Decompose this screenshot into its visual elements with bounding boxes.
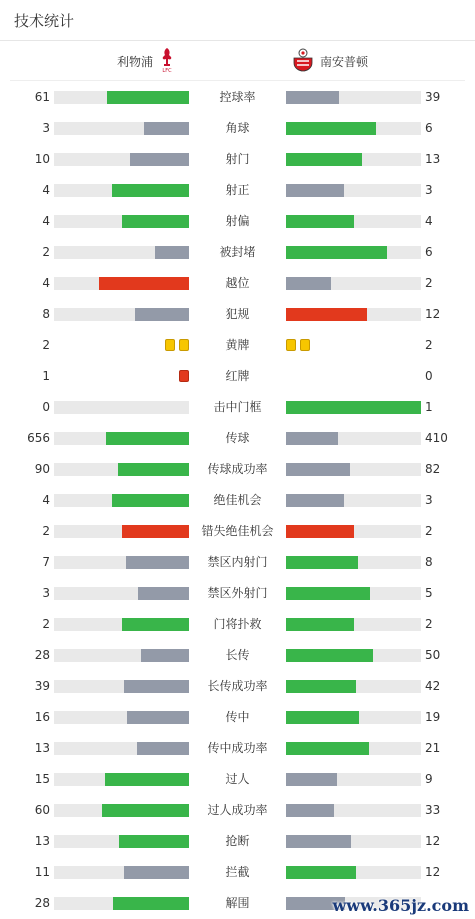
home-stat-bar: [54, 804, 189, 817]
away-stat-bar: [286, 525, 421, 538]
home-stat-value: 4: [42, 276, 50, 290]
away-stat-bar-fill: [286, 742, 369, 755]
stat-row: [0, 671, 475, 702]
stat-label: 被封堵: [219, 245, 256, 259]
away-stat-bar-fill: [286, 866, 356, 879]
site-watermark: www.365jz.com: [332, 896, 469, 915]
stat-label: 门将扑救: [213, 617, 262, 631]
home-stat-value: 2: [42, 617, 50, 631]
home-stat-value: 1: [42, 369, 50, 383]
away-yellow-cards: [286, 339, 310, 352]
away-stat-bar: [286, 742, 421, 755]
away-stat-bar-fill: [286, 246, 387, 259]
home-stat-bar-fill: [135, 308, 189, 321]
away-stat-bar-fill: [286, 401, 421, 414]
home-stat-bar: [54, 680, 189, 693]
svg-text:LFC: LFC: [162, 67, 172, 73]
away-stat-bar: [286, 556, 421, 569]
home-stat-bar-fill: [124, 680, 189, 693]
stat-row: [0, 857, 475, 888]
away-stat-bar: [286, 91, 421, 104]
home-stat-bar: [54, 277, 189, 290]
home-stat-bar-fill: [119, 835, 189, 848]
yellow-card-icon: [300, 339, 310, 351]
home-stat-bar-fill: [138, 587, 189, 600]
stat-label: 传中: [225, 710, 250, 724]
stat-row: [0, 82, 475, 113]
stat-row: [0, 516, 475, 547]
home-stat-bar-fill: [107, 91, 189, 104]
home-stat-value: 61: [34, 90, 50, 104]
stat-row: [0, 330, 475, 361]
southampton-crest-icon: [292, 48, 314, 75]
stat-label: 射偏: [225, 214, 250, 228]
stat-label: 长传成功率: [207, 679, 268, 693]
home-stat-bar-fill: [137, 742, 189, 755]
away-stat-bar-fill: [286, 463, 350, 476]
away-stat-value: 39: [425, 90, 441, 104]
away-stat-bar: [286, 122, 421, 135]
home-stat-value: 2: [42, 245, 50, 259]
stat-label: 长传: [225, 648, 250, 662]
away-stat-bar: [286, 804, 421, 817]
home-stat-bar-fill: [122, 618, 190, 631]
stat-label: 传球成功率: [207, 462, 268, 476]
home-stat-bar: [54, 184, 189, 197]
home-team-name: 利物浦: [116, 54, 153, 69]
home-stat-value: 90: [34, 462, 50, 476]
away-stat-value: 33: [425, 803, 441, 817]
home-stat-bar: [54, 91, 189, 104]
home-stat-value: 2: [42, 338, 50, 352]
away-stat-bar-fill: [286, 773, 337, 786]
home-stat-value: 3: [42, 586, 50, 600]
away-stat-bar-fill: [286, 494, 344, 507]
home-stat-value: 3: [42, 121, 50, 135]
away-stat-bar: [286, 153, 421, 166]
liverpool-crest-icon: [159, 47, 175, 76]
away-stat-bar: [286, 463, 421, 476]
home-stat-bar-fill: [155, 246, 189, 259]
stat-row: [0, 826, 475, 857]
stat-row: [0, 268, 475, 299]
stat-row: [0, 609, 475, 640]
away-stat-value: 410: [425, 431, 448, 445]
away-stat-value: 19: [425, 710, 441, 724]
home-stat-value: 4: [42, 493, 50, 507]
stat-row: [0, 299, 475, 330]
home-stat-bar-fill: [118, 463, 189, 476]
home-stat-value: 16: [34, 710, 50, 724]
stat-label: 禁区外射门: [207, 586, 268, 600]
home-stat-bar: [54, 711, 189, 724]
away-stat-bar-fill: [286, 587, 370, 600]
home-stat-bar-fill: [141, 649, 189, 662]
away-stat-bar-fill: [286, 184, 344, 197]
yellow-card-icon: [165, 339, 175, 351]
stat-label: 绝佳机会: [213, 493, 262, 507]
home-stat-bar: [54, 618, 189, 631]
home-stat-value: 15: [34, 772, 50, 786]
home-stat-bar: [54, 742, 189, 755]
yellow-card-icon: [179, 339, 189, 351]
away-team[interactable]: [292, 41, 374, 81]
away-stat-bar: [286, 587, 421, 600]
away-stat-bar-fill: [286, 277, 331, 290]
home-stat-bar: [54, 835, 189, 848]
stat-row: [0, 237, 475, 268]
stat-label: 控球率: [219, 90, 256, 104]
stat-label: 传中成功率: [207, 741, 268, 755]
home-stat-value: 39: [34, 679, 50, 693]
away-stat-bar: [286, 649, 421, 662]
away-stat-value: 6: [425, 121, 433, 135]
home-stat-bar-fill: [99, 277, 189, 290]
home-stat-bar-fill: [130, 153, 189, 166]
stat-row: [0, 206, 475, 237]
stat-row: [0, 361, 475, 392]
stat-label: 犯规: [225, 307, 250, 321]
stat-label: 错失绝佳机会: [201, 524, 274, 538]
away-stat-bar-fill: [286, 556, 358, 569]
stat-row: [0, 454, 475, 485]
away-stat-value: 42: [425, 679, 441, 693]
away-stat-bar-fill: [286, 618, 354, 631]
stat-row: [0, 578, 475, 609]
away-stat-value: 13: [425, 152, 441, 166]
stat-row: [0, 764, 475, 795]
stat-label: 黄牌: [225, 338, 250, 352]
away-stat-value: 12: [425, 834, 441, 848]
away-stat-value: 0: [425, 369, 433, 383]
stat-row: [0, 640, 475, 671]
away-stat-value: 12: [425, 307, 441, 321]
home-stat-bar: [54, 246, 189, 259]
away-stat-value: 2: [425, 617, 433, 631]
away-stat-bar-fill: [286, 153, 362, 166]
away-stat-value: 12: [425, 865, 441, 879]
home-stat-bar-fill: [106, 432, 189, 445]
away-stat-value: 82: [425, 462, 441, 476]
home-red-cards: [179, 370, 189, 383]
home-stat-value: 10: [34, 152, 50, 166]
home-stat-bar: [54, 897, 189, 910]
stat-label: 角球: [225, 121, 250, 135]
home-stat-value: 7: [42, 555, 50, 569]
away-stat-bar-fill: [286, 91, 339, 104]
home-stat-bar: [54, 153, 189, 166]
teams-header: [10, 41, 465, 81]
away-stat-value: 2: [425, 524, 433, 538]
away-stat-bar-fill: [286, 432, 338, 445]
stat-row: [0, 547, 475, 578]
home-stat-value: 60: [34, 803, 50, 817]
away-stat-bar-fill: [286, 804, 334, 817]
home-stat-value: 13: [34, 834, 50, 848]
away-team-name: 南安普顿: [320, 54, 369, 69]
stat-label: 射正: [225, 183, 250, 197]
away-stat-value: 3: [425, 493, 433, 507]
home-stat-value: 28: [34, 896, 50, 910]
home-stat-bar: [54, 866, 189, 879]
stat-row: [0, 485, 475, 516]
stat-row: [0, 175, 475, 206]
away-stat-bar-fill: [286, 215, 354, 228]
stat-row: [0, 795, 475, 826]
home-stat-bar: [54, 587, 189, 600]
home-stat-value: 4: [42, 183, 50, 197]
home-stat-value: 8: [42, 307, 50, 321]
home-stat-value: 11: [34, 865, 50, 879]
stat-row: [0, 733, 475, 764]
stat-label: 解围: [225, 896, 250, 910]
away-stat-bar: [286, 680, 421, 693]
home-stat-bar: [54, 649, 189, 662]
home-stat-bar: [54, 556, 189, 569]
away-stat-value: 8: [425, 555, 433, 569]
home-stat-bar: [54, 432, 189, 445]
stat-label: 抢断: [225, 834, 250, 848]
stat-label: 击中门框: [213, 400, 262, 414]
away-stat-bar: [286, 401, 421, 414]
away-stat-bar: [286, 184, 421, 197]
home-stat-value: 0: [42, 400, 50, 414]
away-stat-bar: [286, 618, 421, 631]
home-stat-bar: [54, 401, 189, 414]
stat-row: [0, 144, 475, 175]
away-stat-bar: [286, 246, 421, 259]
home-stat-value: 2: [42, 524, 50, 538]
stat-label: 禁区内射门: [207, 555, 268, 569]
page-title: 技术统计: [14, 11, 75, 30]
away-stat-bar: [286, 773, 421, 786]
away-stat-value: 5: [425, 586, 433, 600]
home-stat-value: 4: [42, 214, 50, 228]
away-stat-bar-fill: [286, 308, 367, 321]
stat-label: 过人成功率: [207, 803, 268, 817]
away-stat-bar-fill: [286, 649, 373, 662]
home-stat-bar-fill: [124, 866, 189, 879]
stat-label: 红牌: [225, 369, 250, 383]
home-stat-bar-fill: [112, 494, 189, 507]
away-stat-bar: [286, 835, 421, 848]
home-stat-bar-fill: [127, 711, 189, 724]
home-stat-bar: [54, 773, 189, 786]
home-stat-bar-fill: [112, 184, 189, 197]
away-stat-bar: [286, 494, 421, 507]
away-stat-bar-fill: [286, 525, 354, 538]
home-stat-bar-fill: [126, 556, 189, 569]
stat-row: [0, 423, 475, 454]
away-stat-value: 4: [425, 214, 433, 228]
stat-row: [0, 702, 475, 733]
stat-label: 越位: [225, 276, 250, 290]
away-stat-bar-fill: [286, 122, 376, 135]
away-stat-bar-fill: [286, 680, 356, 693]
home-stat-bar: [54, 122, 189, 135]
home-stat-value: 28: [34, 648, 50, 662]
home-stat-bar: [54, 215, 189, 228]
away-stat-bar: [286, 866, 421, 879]
away-stat-bar: [286, 432, 421, 445]
red-card-icon: [179, 370, 189, 382]
home-stat-value: 656: [27, 431, 50, 445]
yellow-card-icon: [286, 339, 296, 351]
stat-label: 过人: [225, 772, 250, 786]
home-stat-bar: [54, 525, 189, 538]
home-stat-bar-fill: [113, 897, 189, 910]
home-stat-bar-fill: [122, 215, 190, 228]
home-stat-bar: [54, 463, 189, 476]
away-stat-bar: [286, 277, 421, 290]
away-stat-bar: [286, 308, 421, 321]
away-stat-value: 1: [425, 400, 433, 414]
away-stat-bar: [286, 711, 421, 724]
home-stat-bar-fill: [144, 122, 189, 135]
home-stat-bar-fill: [102, 804, 189, 817]
away-stat-value: 3: [425, 183, 433, 197]
stats-header: [0, 0, 475, 41]
home-yellow-cards: [165, 339, 189, 352]
home-stat-bar: [54, 494, 189, 507]
away-stat-value: 2: [425, 338, 433, 352]
home-stat-value: 13: [34, 741, 50, 755]
home-stat-bar: [54, 308, 189, 321]
away-stat-bar-fill: [286, 711, 359, 724]
away-stat-bar-fill: [286, 835, 351, 848]
away-stat-bar: [286, 215, 421, 228]
stat-label: 射门: [225, 152, 250, 166]
away-stat-value: 9: [425, 772, 433, 786]
home-team[interactable]: [111, 41, 175, 81]
home-stat-bar-fill: [122, 525, 190, 538]
stat-label: 传球: [225, 431, 250, 445]
stat-row: [0, 392, 475, 423]
away-stat-value: 6: [425, 245, 433, 259]
home-stat-bar-fill: [105, 773, 189, 786]
away-stat-value: 2: [425, 276, 433, 290]
away-stat-value: 50: [425, 648, 441, 662]
away-stat-value: 21: [425, 741, 441, 755]
stat-row: [0, 113, 475, 144]
stat-label: 拦截: [225, 865, 250, 879]
